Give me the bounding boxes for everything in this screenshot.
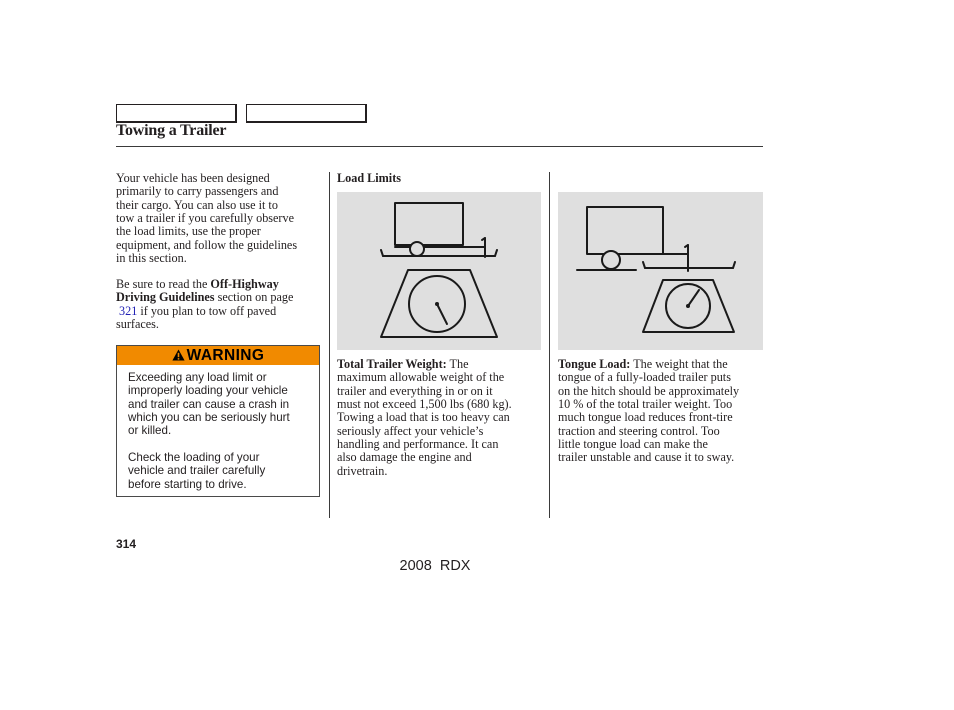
text-line: traction and steering control. Too [558, 423, 720, 438]
text-run: section on page [214, 290, 294, 305]
page-321-link[interactable]: 321 [119, 303, 138, 318]
text-line: handling and performance. It can [337, 437, 499, 452]
text-run: if you plan to tow off paved [137, 303, 277, 318]
warning-box [116, 345, 320, 497]
tongue-load-paragraph [558, 358, 739, 465]
platform-edge-right [733, 262, 735, 268]
warning-label: WARNING [186, 347, 265, 364]
text-line: their cargo. You can also use it to [116, 197, 278, 212]
column-divider-right [549, 172, 550, 518]
text-line: Exceeding any load limit or [128, 371, 267, 384]
text-line [116, 305, 293, 318]
text-line: surfaces. [116, 317, 159, 332]
text-line: much tongue load reduces front-tire [558, 410, 733, 425]
scale-base [381, 270, 497, 337]
text-run: The [446, 357, 469, 371]
text-line: which you can be seriously hurt [128, 411, 290, 425]
text-run: The weight that the [630, 357, 728, 371]
text-line: Your vehicle has been designed [116, 171, 270, 185]
platform-edge-left [381, 250, 383, 256]
trailer-body [395, 203, 463, 245]
text-line: tongue of a fully-loaded trailer puts [558, 370, 731, 385]
page-number: 314 [116, 537, 137, 551]
total-trailer-weight-paragraph [337, 358, 512, 478]
text-line: Check the loading of your [128, 451, 260, 464]
text-line [116, 278, 293, 291]
text-line: little tongue load can make the [558, 437, 708, 452]
nav-tab-left[interactable] [116, 104, 237, 123]
text-line: vehicle and trailer carefully [128, 464, 266, 478]
platform-edge-right [495, 250, 497, 256]
text-line: trailer unstable and cause it to sway. [558, 450, 735, 465]
text-line: or killed. [128, 424, 172, 438]
text-line: primarily to carry passengers and [116, 184, 279, 199]
text-line: improperly loading your vehicle [128, 384, 288, 398]
text-line: before starting to drive. [128, 477, 247, 491]
warning-paragraph-1 [128, 371, 290, 438]
total-trailer-weight-label: Total Trailer Weight: [337, 357, 447, 371]
warning-paragraph-2 [128, 451, 265, 491]
text-line: maximum allowable weight of the [337, 370, 505, 385]
total-weight-illustration [337, 192, 541, 350]
text-line: 10 % of the total trailer weight. Too [558, 397, 733, 412]
text-line [116, 291, 293, 304]
text-line: trailer and everything in or on it [337, 383, 493, 398]
load-limits-heading: Load Limits [337, 171, 401, 185]
text-run: Be sure to read the [116, 277, 211, 291]
dial-pivot [435, 302, 439, 306]
scale-needle [437, 304, 447, 324]
text-line: drivetrain. [337, 463, 388, 478]
trailer-wheel [602, 251, 620, 269]
warning-header [117, 346, 319, 365]
text-line: on the hitch should be approximately [558, 383, 740, 398]
text-line: must not exceed 1,500 lbs (680 kg). [337, 397, 512, 412]
warning-triangle-icon [172, 350, 185, 361]
column-divider-left [329, 172, 330, 518]
text-line: in this section. [116, 251, 187, 266]
footer-model: 2008 RDX [399, 558, 471, 574]
guidelines-title-part1: Off-Highway [210, 277, 279, 291]
text-line: also damage the engine and [337, 450, 472, 465]
text-line [337, 358, 512, 371]
intro-paragraph [116, 172, 297, 265]
trailer-wheel [410, 242, 424, 256]
tongue-load-illustration [558, 192, 763, 350]
page-title: Towing a Trailer [116, 122, 227, 139]
guidelines-paragraph [116, 278, 293, 331]
scale-needle [688, 290, 699, 306]
nav-tab-right[interactable] [246, 104, 367, 123]
dial-pivot [686, 304, 690, 308]
title-rule [116, 146, 763, 147]
text-line [558, 358, 739, 371]
text-line: and trailer can cause a crash in [128, 397, 290, 411]
text-line: the load limits, use the proper [116, 224, 261, 239]
tongue-load-label: Tongue Load: [558, 357, 631, 371]
text-line: tow a trailer if you carefully observe [116, 211, 294, 226]
platform-edge-left [643, 262, 645, 268]
text-line: equipment, and follow the guidelines [116, 237, 298, 252]
text-line: Towing a load that is too heavy can [337, 410, 510, 425]
guidelines-title-part2: Driving Guidelines [116, 290, 215, 305]
trailer-body [587, 207, 663, 254]
text-line: seriously affect your vehicle’s [337, 423, 484, 438]
